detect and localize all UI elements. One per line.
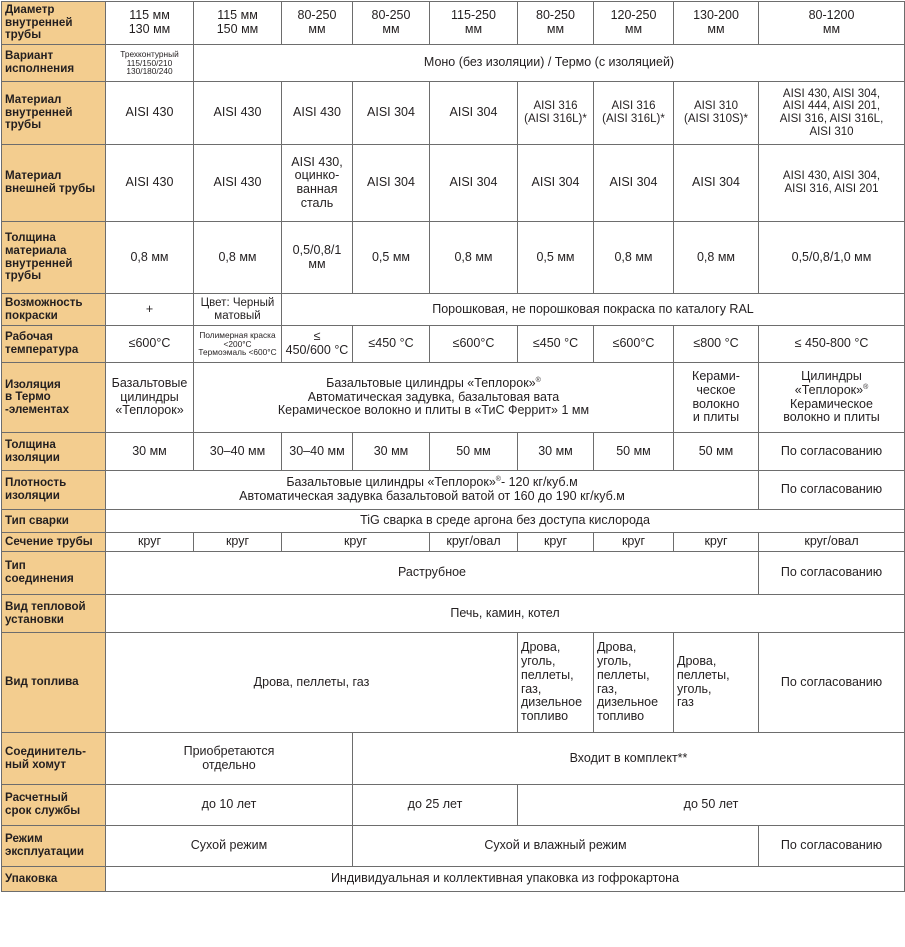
table-cell: Цилиндры «Теплорок»® Керамическое волокно и плиты (759, 363, 905, 433)
table-cell: 30 мм (518, 433, 594, 471)
table-cell: Базальтовые цилиндры «Теплорок»®- 120 кг/куб.м Автоматическая задувка базальтовой ватой от 160 до 190 кг/куб.м (106, 471, 759, 510)
table-cell: 0,5/0,8/1 мм (282, 222, 353, 294)
table-cell: 80-250 мм (518, 2, 594, 45)
table-cell: 0,8 мм (194, 222, 282, 294)
table-cell: 0,5 мм (353, 222, 430, 294)
table-cell: Дрова, уголь, пеллеты, газ, дизельное топливо (594, 633, 674, 733)
table-cell: Трехконтурный 115/150/210 130/180/240 (106, 45, 194, 82)
table-cell: AISI 304 (353, 82, 430, 145)
table-cell: AISI 430 (194, 145, 282, 222)
row-label: Толщина материала внутренней трубы (2, 222, 106, 294)
table-cell: По согласованию (759, 552, 905, 595)
row-insulation (2, 363, 905, 433)
table-cell: 130-200 мм (674, 2, 759, 45)
row-label: Возможность покраски (2, 294, 106, 326)
table-cell: круг/овал (430, 533, 518, 552)
table-cell: Базальтовые цилиндры «Теплорок» (106, 363, 194, 433)
row-label: Расчетный срок службы (2, 785, 106, 826)
table-cell: AISI 430, оцинко- ванная сталь (282, 145, 353, 222)
table-cell: 0,8 мм (674, 222, 759, 294)
table-cell: круг (282, 533, 430, 552)
table-cell: Моно (без изоляции) / Термо (с изоляцией) (194, 45, 905, 82)
table-cell: По согласованию (759, 826, 905, 867)
table-cell: круг (674, 533, 759, 552)
table-cell: Порошковая, не порошковая покраска по каталогу RAL (282, 294, 905, 326)
row-label: Сечение трубы (2, 533, 106, 552)
table-cell: Керами- ческое волокно и плиты (674, 363, 759, 433)
table-cell: Индивидуальная и коллективная упаковка из гофрокартона (106, 867, 905, 892)
table-cell: 50 мм (594, 433, 674, 471)
table-cell: Сухой режим (106, 826, 353, 867)
table-cell: до 25 лет (353, 785, 518, 826)
table-cell: ≤ 450-800 °C (759, 326, 905, 363)
row-fuel (2, 633, 905, 733)
table-cell: AISI 304 (353, 145, 430, 222)
row-label: Тип соединения (2, 552, 106, 595)
row-insulation-thickness (2, 433, 905, 471)
table-cell: 0,5 мм (518, 222, 594, 294)
table-cell: 30–40 мм (282, 433, 353, 471)
table-cell: круг (106, 533, 194, 552)
row-label: Упаковка (2, 867, 106, 892)
row-diameter (2, 2, 905, 45)
table-cell: Раструбное (106, 552, 759, 595)
table-cell: AISI 430, AISI 304, AISI 316, AISI 201 (759, 145, 905, 222)
row-connection (2, 552, 905, 595)
row-label: Диаметр внутренней трубы (2, 2, 106, 45)
table-cell: 30 мм (106, 433, 194, 471)
row-temperature (2, 326, 905, 363)
table-cell: AISI 430 (106, 145, 194, 222)
table-cell: AISI 430 (194, 82, 282, 145)
table-cell: 0,8 мм (430, 222, 518, 294)
table-cell: 115 мм 130 мм (106, 2, 194, 45)
table-cell: Цвет: Черный матовый (194, 294, 282, 326)
table-cell: 50 мм (430, 433, 518, 471)
table-cell: круг (518, 533, 594, 552)
row-label: Материал внешней трубы (2, 145, 106, 222)
row-label: Тип сварки (2, 510, 106, 533)
table-cell: Базальтовые цилиндры «Теплорок»® Автоматическая задувка, базальтовая вата Керамическое волокно и плиты в «ТиС Феррит» 1 мм (194, 363, 674, 433)
row-welding (2, 510, 905, 533)
table-cell: Полимерная краска <200°C Термоэмаль <600°C (194, 326, 282, 363)
table-cell: + (106, 294, 194, 326)
table-cell: AISI 304 (518, 145, 594, 222)
row-label: Режим эксплуатации (2, 826, 106, 867)
row-outer-material (2, 145, 905, 222)
table-cell: AISI 304 (674, 145, 759, 222)
table-cell: ≤600°C (430, 326, 518, 363)
table-cell: 80-250 мм (353, 2, 430, 45)
table-cell: 115-250 мм (430, 2, 518, 45)
table-cell: AISI 304 (594, 145, 674, 222)
table-cell: ≤ 450/600 °C (282, 326, 353, 363)
row-label: Вид топлива (2, 633, 106, 733)
row-section (2, 533, 905, 552)
table-cell: 80-1200 мм (759, 2, 905, 45)
table-cell: TiG сварка в среде аргона без доступа кислорода (106, 510, 905, 533)
table-cell: круг (594, 533, 674, 552)
table-cell: 30–40 мм (194, 433, 282, 471)
row-mode (2, 826, 905, 867)
row-installation (2, 595, 905, 633)
row-label: Материал внутренней трубы (2, 82, 106, 145)
table-cell: Дрова, уголь, пеллеты, газ, дизельное топливо (518, 633, 594, 733)
table-cell: 0,8 мм (106, 222, 194, 294)
table-cell: 30 мм (353, 433, 430, 471)
table-cell: до 10 лет (106, 785, 353, 826)
table-cell: Сухой и влажный режим (353, 826, 759, 867)
row-label: Соединитель- ный хомут (2, 733, 106, 785)
table-cell: AISI 316 (AISI 316L)* (594, 82, 674, 145)
table-cell: ≤600°C (106, 326, 194, 363)
table-cell: 115 мм 150 мм (194, 2, 282, 45)
table-cell: 80-250 мм (282, 2, 353, 45)
row-thickness (2, 222, 905, 294)
table-cell: 0,5/0,8/1,0 мм (759, 222, 905, 294)
table-cell: Дрова, пеллеты, уголь, газ (674, 633, 759, 733)
row-label: Плотность изоляции (2, 471, 106, 510)
table-cell: круг/овал (759, 533, 905, 552)
row-label: Вид тепловой установки (2, 595, 106, 633)
table-cell: AISI 430 (282, 82, 353, 145)
table-cell: 0,8 мм (594, 222, 674, 294)
table-cell: AISI 430, AISI 304, AISI 444, AISI 201, AISI 316, AISI 316L, AISI 310 (759, 82, 905, 145)
table-cell: AISI 304 (430, 145, 518, 222)
table-cell: По согласованию (759, 433, 905, 471)
row-painting (2, 294, 905, 326)
row-packaging (2, 867, 905, 892)
table-cell: 120-250 мм (594, 2, 674, 45)
table-cell: Входит в комплект** (353, 733, 905, 785)
table-cell: ≤450 °C (353, 326, 430, 363)
table-cell: Печь, камин, котел (106, 595, 905, 633)
table-cell: Дрова, пеллеты, газ (106, 633, 518, 733)
table-cell: круг (194, 533, 282, 552)
row-label: Изоляция в Термо -элементах (2, 363, 106, 433)
table-cell: до 50 лет (518, 785, 905, 826)
table-cell: ≤600°C (594, 326, 674, 363)
table-cell: ≤800 °C (674, 326, 759, 363)
row-service-life (2, 785, 905, 826)
row-clamp (2, 733, 905, 785)
table-cell: Приобретаются отдельно (106, 733, 353, 785)
table-cell: AISI 304 (430, 82, 518, 145)
row-variant (2, 45, 905, 82)
table-cell: По согласованию (759, 471, 905, 510)
table-cell: AISI 316 (AISI 316L)* (518, 82, 594, 145)
table-cell: AISI 310 (AISI 310S)* (674, 82, 759, 145)
row-label: Толщина изоляции (2, 433, 106, 471)
row-density (2, 471, 905, 510)
table-cell: По согласованию (759, 633, 905, 733)
row-label: Вариант исполнения (2, 45, 106, 82)
specification-table (1, 1, 905, 892)
table-cell: ≤450 °C (518, 326, 594, 363)
row-label: Рабочая температура (2, 326, 106, 363)
table-cell: 50 мм (674, 433, 759, 471)
table-cell: AISI 430 (106, 82, 194, 145)
row-inner-material (2, 82, 905, 145)
